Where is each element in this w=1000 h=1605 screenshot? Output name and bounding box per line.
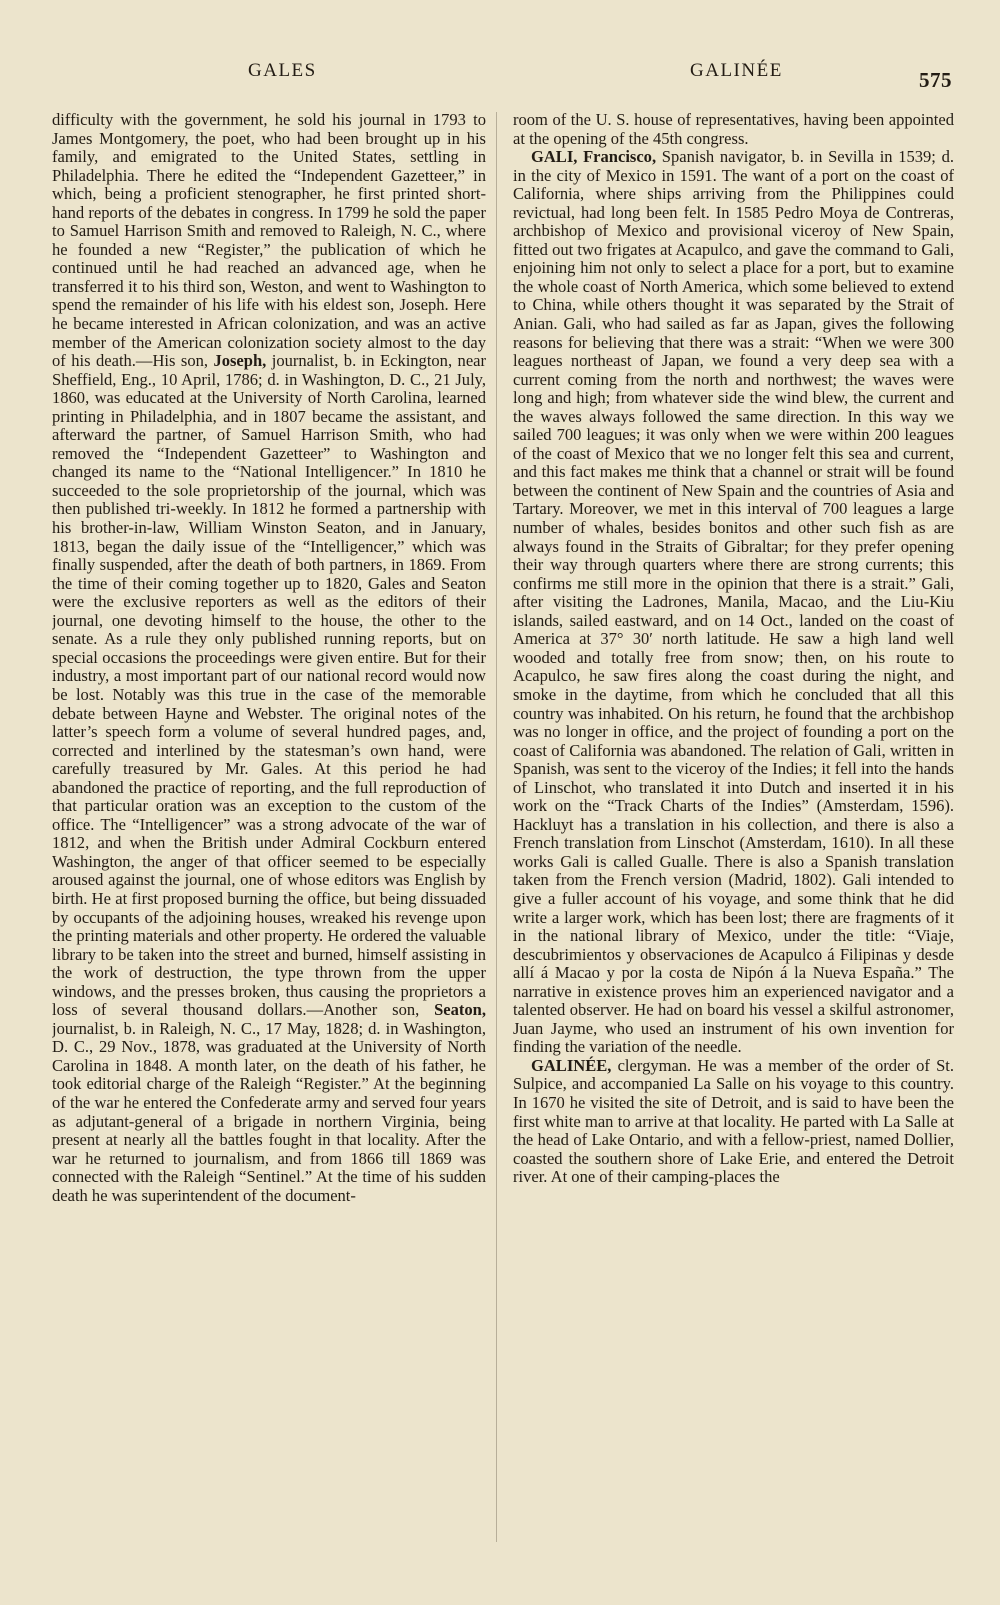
left-running-head: GALES [248,60,317,81]
column-divider [496,112,497,1542]
right-column [513,111,954,1551]
headword-gali: GALI, Francisco, [531,147,657,167]
text-run: journalist, b. in Eckington, near Sheffield, Eng., 10 April, 1786; d. in Washington, D. C., 21 July, 1860, was educated at the University of North Carolina, learned printing in Philadelphia, and in 1807 became the assistant, and afterward the partner, of Samuel Harrison Smith, who had removed the “Independent Gazetteer” to Washington and changed its name to the “National Intelligencer.” In 1810 he succeeded to the sole proprietorship of the journal, which was then published tri-weekly. In 1812 he formed a partnership with his brother-in-law, William Winston Seaton, and in January, 1813, began the daily issue of the “Intelligencer,” which was finally suspended, after the death of both partners, in 1869. From the time of their coming together up to 1820, Gales and Seaton were the exclusive reporters as well as the editors of their journal, one devoting himself to the house, the other to the senate. As a rule they only published running reports, but on special occasions the proceedings were given entire. But for their industry, a most important part of our national record would now be lost. Notably was this true in the case of the memorable debate between Hayne and Webster. The original notes of the latter’s speech form a volume of several hundred pages, and, corrected and interlined by the statesman’s own hand, were carefully treasured by Mr. Gales. At this period he had abandoned the practice of reporting, and the full reproduction of that particular oration was an exception to the custom of the office. The “Intelligencer” was a strong advocate of the war of 1812, and when the British under Admiral Cockburn entered Washington, the anger of that officer seemed to be especially aroused against the journal, one of whose editors was English by birth. He at first proposed burning the office, but being dissuaded by occupants of the adjoining houses, wreaked his revenge upon the printing materials and other property. He ordered the valuable library to be taken into the street and burned, himself assisting in the work of destruction, the type thrown from the upper windows, and the presses broken, thus causing the proprietors a loss of several thousand dollars.—Another son, [52,351,486,1020]
name-seaton: Seaton, [434,1000,486,1020]
running-header [0,60,1000,94]
text-run: Spanish navigator, b. in Sevilla in 1539; d. in the city of Mexico in 1591. The want of a port on the coast of California, where ships arriving from the Philippines could revictual, had long been felt. In 1585 Pedro Moya de Contreras, archbishop of Mexico and provisional viceroy of New Spain, fitted out two frigates at Acapulco, and gave the command to Gali, enjoining him not only to select a place for a port, but to examine the whole coast of North America, which some believed to extend to China, while others thought it was separated by the Strait of Anian. Gali, who had sailed as far as Japan, gives the following reasons for believing that there was a strait: “When we were 300 leagues northeast of Japan, we found a very deep sea with a current coming from the north and northwest; the waves were long and high; from whatever side the wind blew, the current and the waves always followed the same direction. In this way we sailed 700 leagues; it was only when we were within 200 leagues of the coast of Mexico that we no longer felt this sea and current, and this fact makes me think that a channel or strait will be found between the continent of New Spain and the countries of Asia and Tartary. Moreover, we met in this interval of 700 leagues a large number of whales, besides bonitos and other such fish as are always found in the Straits of Gibraltar; for they prefer opening their way through quarters where there are strong currents; this confirms me still more in the opinion that there is a strait.” Gali, after visiting the Ladrones, Manila, Macao, and the Liu-Kiu islands, sailed eastward, and on 14 Oct., landed on the coast of America at 37° 30′ north latitude. He saw a high land well wooded and totally free from snow; then, on his route to Acapulco, he saw fires along the coast during the night, and smoke in the daytime, from which he concluded that all this country was inhabited. On his return, he found that the archbishop was no longer in office, and the project of founding a port on the coast of California was abandoned. The relation of Gali, written in Spanish, was sent to the viceroy of the Indies; it fell into the hands of Linschot, who translated it into Dutch and inserted it in his work on the “Track Charts of the Indies” (Amsterdam, 1596). Hackluyt has a translation in his collection, and there is also a French translation from Linschot (Amsterdam, 1610). In all these works Gali is called Gualle. There is also a Spanish translation taken from the French version (Madrid, 1802). Gali intended to give a fuller account of his voyage, and some think that he did write a larger work, which has been lost; there are fragments of it in the national library of Mexico, under the title: “Viaje, descubrimientos y observaciones de Acapulco á Filipinas y desde allí á Macao y por la costa de Nipón á la Nueva España.” The narrative in existence proves him an experienced navigator and a talented observer. He had on board his vessel a skilful astronomer, Juan Jayme, who used an instrument of his own invention for finding the variation of the needle. [513,147,954,1057]
text-run: clergyman. He was a member of the order of St. Sulpice, and accompanied La Salle on his voyage to this country. In 1670 he visited the site of Detroit, and is said to have been the first white man to arrive at that locality. He parted with La Salle at the head of Lake Ontario, and with a fellow-priest, named Dollier, coasted the southern shore of Lake Erie, and entered the Detroit river. At one of their camping-places the [513,1055,954,1187]
galinee-entry [513,1057,954,1187]
gali-entry [513,148,954,1057]
headword-galinee: GALINÉE, [531,1055,612,1075]
right-running-head: GALINÉE [690,60,783,81]
continued-text: room of the U. S. house of representatives, having been appointed at the opening of the 45th congress. [513,111,954,148]
page-number: 575 [919,68,952,92]
name-joseph: Joseph, [213,351,267,371]
text-run: difficulty with the government, he sold his journal in 1793 to James Montgomery, the poet, who had been brought up in his family, and emigrated to the United States, settling in Philadelphia. There he edited the “Independent Gazetteer,” in which, being a proficient stenographer, he first printed short-hand reports of the debates in congress. In 1799 he sold the paper to Samuel Harrison Smith and removed to Raleigh, N. C., where he founded a new “Register,” the publication of which he continued until he had reached an advanced age, when he transferred it to his third son, Weston, and went to Washington to spend the remainder of his life with his eldest son, Joseph. Here he became interested in African colonization, and was an active member of the American colonization society almost to the day of his death.—His son, [52,111,486,371]
left-column [52,111,486,1551]
gales-entry-text [52,111,486,1205]
text-run: journalist, b. in Raleigh, N. C., 17 May, 1828; d. in Washington, D. C., 29 Nov., 1878, was graduated at the University of North Carolina in 1848. A month later, on the death of his father, he took editorial charge of the Raleigh “Register.” At the beginning of the war he entered the Confederate army and served four years as adjutant-general of a brigade in northern Virginia, being present at nearly all the battles fought in that locality. After the war he returned to journalism, and from 1866 till 1869 was connected with the Raleigh “Sentinel.” At the time of his sudden death he was superintendent of the document- [52,1018,486,1205]
